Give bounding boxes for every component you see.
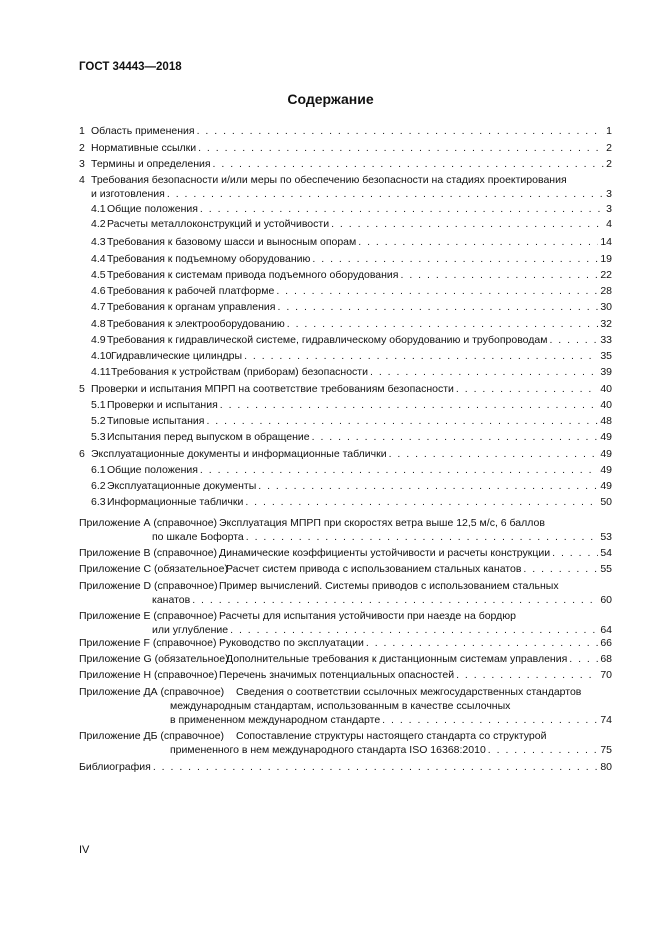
toc-entry-title: Перечень значимых потенциальных опасностей: [219, 669, 455, 681]
toc-entry-title: Требования к системам привода подъемного оборудования: [107, 269, 399, 281]
toc-page-number: 74: [600, 714, 612, 726]
toc-number-text: Приложение ДА (справочное): [79, 686, 225, 698]
toc-entry-number: [79, 448, 85, 461]
toc-page-number: 28: [600, 285, 612, 297]
toc-entry-title: Эксплуатация МПРП при скоростях ветра выше 12,5 м/с, 6 баллов: [219, 517, 545, 529]
toc-entry-title: по шкале Бофорта: [152, 531, 244, 543]
toc-number-text: 5.1: [91, 399, 106, 411]
toc-entry-number: [91, 480, 106, 493]
toc-entry-title: Руководство по эксплуатации: [219, 637, 364, 649]
toc-entry-link[interactable]: [107, 415, 612, 428]
toc-entry-link[interactable]: [107, 236, 612, 249]
toc-entry-number: [91, 253, 106, 266]
toc-entry-title: Требования к рабочей платформе: [107, 285, 275, 297]
toc-entry-title: Дополнительные требования к дистанционным системам управления: [226, 653, 568, 665]
toc-page-number: 3: [606, 203, 612, 215]
toc-number-text: Приложение G (обязательное): [79, 653, 229, 665]
toc-number-text: 4.11: [91, 366, 111, 378]
toc-page-number: 55: [600, 563, 612, 575]
toc-entry-number: [79, 547, 217, 560]
toc-entry-title: Расчеты металлоконструкций и устойчивости: [107, 218, 330, 230]
dot-leader: [358, 236, 598, 249]
dot-leader: [200, 203, 604, 216]
toc-entry-title: Сведения о соответствии ссылочных межгосударственных стандартов: [236, 686, 582, 698]
toc-entry-link[interactable]: [107, 301, 612, 314]
toc-page-number: 4: [606, 218, 612, 230]
toc-entry-number: [79, 125, 85, 138]
toc-entry-link[interactable]: [91, 383, 612, 396]
toc-entry-number: [79, 653, 229, 666]
dot-leader: [192, 594, 598, 607]
toc-page-number: 39: [600, 366, 612, 378]
toc-number-text: 4.4: [91, 253, 106, 265]
toc-number-text: Приложение F (справочное): [79, 637, 217, 649]
toc-entry-number: [79, 517, 217, 530]
toc-entry-title: Требования к устройствам (приборам) безопасности: [111, 366, 368, 378]
dot-leader: [382, 714, 598, 727]
toc-number-text: 5.2: [91, 415, 106, 427]
dot-leader: [401, 269, 599, 282]
toc-entry-number: [91, 318, 106, 331]
toc-entry-title: Требования к базовому шасси и выносным опорам: [107, 236, 357, 248]
toc-number-text: 4.7: [91, 301, 106, 313]
toc-entry-title: Испытания перед выпуском в обращение: [107, 431, 310, 443]
toc-entry-link[interactable]: [152, 531, 612, 544]
toc-entry-title: Расчеты для испытания устойчивости при наезде на бордюр: [219, 610, 516, 622]
toc-page-number: 49: [600, 448, 612, 460]
toc-number-text: 4.6: [91, 285, 106, 297]
toc-page-number: 54: [600, 547, 612, 559]
toc-entry-number: [91, 496, 106, 509]
toc-entry-line: [236, 730, 546, 743]
toc-page-number: 80: [600, 761, 612, 773]
toc-entry-number: [91, 431, 106, 444]
toc-entry-number: [91, 203, 106, 216]
toc-entry-title: Термины и определения: [91, 158, 211, 170]
dot-leader: [258, 480, 598, 493]
toc-number-text: 4.2: [91, 218, 106, 230]
toc-entry-number: [79, 686, 224, 699]
dot-leader: [198, 142, 604, 155]
toc-entry-number: [79, 637, 216, 650]
dot-leader: [312, 253, 598, 266]
toc-entry-link[interactable]: [111, 350, 612, 363]
toc-entry-title: Эксплуатационные документы: [107, 480, 257, 492]
toc-page-number: 50: [600, 496, 612, 508]
toc-entry-link[interactable]: [107, 269, 612, 282]
toc-page-number: 2: [606, 158, 612, 170]
toc-entry-title: Общие положения: [107, 203, 198, 215]
dot-leader: [213, 158, 605, 171]
toc-entry-link[interactable]: [107, 480, 612, 493]
toc-number-text: 6.1: [91, 464, 106, 476]
toc-entry-number: [91, 301, 106, 314]
toc-number-text: 4.8: [91, 318, 106, 330]
toc-entry-number: [79, 383, 85, 396]
dot-leader: [167, 188, 604, 201]
toc-entry-number: [91, 236, 106, 249]
toc-entry-number: [91, 334, 106, 347]
toc-entry-line: [219, 580, 559, 593]
toc-entry-title: Общие положения: [107, 464, 198, 476]
toc-number-text: 4: [79, 174, 85, 186]
toc-entry-title: Требования к электрооборудованию: [107, 318, 285, 330]
dot-leader: [220, 399, 599, 412]
dot-leader: [389, 448, 599, 461]
toc-number-text: 4.1: [91, 203, 106, 215]
toc-page-number: 48: [600, 415, 612, 427]
toc-entry-link[interactable]: [107, 431, 612, 444]
toc-entry-title: канатов: [152, 594, 191, 606]
toc-entry-number: [91, 464, 106, 477]
toc-page-number: 60: [600, 594, 612, 606]
dot-leader: [366, 637, 598, 650]
toc-entry-title: Требования к органам управления: [107, 301, 276, 313]
toc-page-number: 40: [600, 383, 612, 395]
toc-entry-title: Требования безопасности и/или меры по обеспечению безопасности на стадиях проектирования: [91, 174, 567, 186]
toc-entry-link[interactable]: [170, 744, 612, 757]
toc-entry-link[interactable]: [226, 653, 612, 666]
toc-number-text: 1: [79, 125, 85, 137]
dot-leader: [197, 125, 605, 138]
toc-entry-link[interactable]: [107, 253, 612, 266]
dot-leader: [456, 669, 598, 682]
toc-entry-line: [91, 174, 567, 187]
toc-title: Содержание: [287, 91, 374, 107]
toc-entry-link[interactable]: [226, 563, 612, 576]
toc-number-text: 3: [79, 158, 85, 170]
toc-entry-number: [79, 610, 217, 623]
toc-entry-number: [79, 730, 224, 743]
dot-leader: [244, 350, 598, 363]
dot-leader: [245, 496, 598, 509]
toc-number-text: 4.5: [91, 269, 106, 281]
dot-leader: [552, 547, 598, 560]
toc-entry-title: или углубление: [152, 624, 229, 636]
dot-leader: [312, 431, 599, 444]
toc-page-number: 49: [600, 464, 612, 476]
toc-entry-link[interactable]: [152, 624, 612, 637]
toc-page-number: 19: [600, 253, 612, 265]
toc-number-text: Приложение А (справочное): [79, 517, 218, 529]
dot-leader: [153, 761, 598, 774]
toc-page-number: 40: [600, 399, 612, 411]
toc-entry-number: [79, 669, 218, 682]
toc-entry-number: [79, 142, 85, 155]
toc-entry-line: [219, 517, 545, 530]
toc-number-text: Приложение E (справочное): [79, 610, 218, 622]
toc-number-text: Приложение H (справочное): [79, 669, 218, 681]
toc-number-text: Приложение B (справочное): [79, 547, 218, 559]
toc-entry-link[interactable]: [219, 637, 612, 650]
dot-leader: [488, 744, 599, 757]
toc-entry-title: Сопоставление структуры настоящего стандарта со структурой: [236, 730, 547, 742]
toc-entry-title: Область применения: [91, 125, 195, 137]
toc-entry-link[interactable]: [107, 464, 612, 477]
dot-leader: [276, 285, 598, 298]
toc-entry-title: Требования к подъемному оборудованию: [107, 253, 311, 265]
toc-entry-number: [91, 218, 106, 231]
toc-entry-link[interactable]: [170, 714, 612, 727]
toc-number-text: 5: [79, 383, 85, 395]
toc-entry-link[interactable]: [91, 142, 612, 155]
toc-number-text: Приложение C (обязательное): [79, 563, 228, 575]
document-code: ГОСТ 34443—2018: [79, 61, 182, 73]
toc-entry-number: [91, 350, 111, 363]
dot-leader: [569, 653, 598, 666]
toc-page-number: 66: [600, 637, 612, 649]
toc-entry-line: [219, 610, 516, 623]
toc-entry-link[interactable]: [91, 125, 612, 138]
toc-entry-link[interactable]: [91, 188, 612, 201]
toc-entry-title: Динамические коэффициенты устойчивости и расчеты конструкции: [219, 547, 551, 559]
toc-entry-link[interactable]: [107, 285, 612, 298]
toc-page-number: 33: [600, 334, 612, 346]
toc-entry-link[interactable]: [219, 547, 612, 560]
toc-entry-link[interactable]: [107, 399, 612, 412]
toc-page-number: 22: [600, 269, 612, 281]
toc-page-number: 3: [606, 188, 612, 200]
dot-leader: [331, 218, 604, 231]
toc-page-number: 2: [606, 142, 612, 154]
toc-entry-link[interactable]: [107, 318, 612, 331]
toc-entry-link[interactable]: [107, 218, 612, 231]
toc-entry-title: Проверки и испытания: [107, 399, 218, 411]
toc-page-number: 1: [606, 125, 612, 137]
toc-entry-title: Нормативные ссылки: [91, 142, 197, 154]
dot-leader: [206, 415, 598, 428]
toc-page-number: 64: [600, 624, 612, 636]
toc-number-text: 6: [79, 448, 85, 460]
toc-entry-title: международным стандартам, использованным в качестве ссылочных: [170, 700, 511, 712]
toc-page-number: 53: [600, 531, 612, 543]
toc-number-text: 4.9: [91, 334, 106, 346]
toc-entry-link[interactable]: [79, 761, 612, 774]
toc-entry-link[interactable]: [111, 366, 612, 379]
toc-entry-number: [79, 580, 218, 593]
toc-entry-title: Расчет систем привода с использованием стальных канатов: [226, 563, 522, 575]
toc-entry-number: [79, 174, 85, 187]
toc-entry-title: Пример вычислений. Системы приводов с использованием стальных: [219, 580, 559, 592]
toc-entry-link[interactable]: [107, 496, 612, 509]
dot-leader: [246, 531, 599, 544]
toc-number-text: 5.3: [91, 431, 106, 443]
toc-entry-number: [91, 285, 106, 298]
toc-entry-title: Эксплуатационные документы и информационные таблички: [91, 448, 387, 460]
dot-leader: [523, 563, 598, 576]
toc-entry-title: примененного в нем международного стандарта ISO 16368:2010: [170, 744, 486, 756]
toc-entry-title: Требования к гидравлической системе, гидравлическому оборудованию и трубопроводам: [107, 334, 548, 346]
page-number: IV: [79, 844, 90, 856]
toc-number-text: 4.3: [91, 236, 106, 248]
toc-page-number: 35: [600, 350, 612, 362]
toc-number-text: 6.2: [91, 480, 106, 492]
dot-leader: [456, 383, 598, 396]
toc-entry-title: Проверки и испытания МПРП на соответствие требованиям безопасности: [91, 383, 454, 395]
toc-page-number: 70: [600, 669, 612, 681]
toc-entry-title: в примененном международном стандарте: [170, 714, 381, 726]
dot-leader: [287, 318, 599, 331]
toc-entry-number: [91, 366, 111, 379]
toc-page-number: 75: [600, 744, 612, 756]
toc-number-text: Приложение ДБ (справочное): [79, 730, 225, 742]
toc-entry-title: Информационные таблички: [107, 496, 244, 508]
toc-entry-title: Библиография: [79, 761, 151, 773]
toc-page-number: 14: [600, 236, 612, 248]
toc-entry-number: [79, 158, 85, 171]
dot-leader: [370, 366, 598, 379]
toc-entry-number: [91, 269, 106, 282]
toc-entry-link[interactable]: [107, 203, 612, 216]
toc-entry-number: [91, 399, 106, 412]
toc-entry-link[interactable]: [91, 448, 612, 461]
toc-entry-link[interactable]: [91, 158, 612, 171]
toc-page-number: 32: [600, 318, 612, 330]
dot-leader: [277, 301, 598, 314]
toc-page-number: 49: [600, 431, 612, 443]
toc-page-number: 30: [600, 301, 612, 313]
toc-entry-link[interactable]: [107, 334, 612, 347]
toc-number-text: 6.3: [91, 496, 106, 508]
toc-number-text: Приложение D (справочное): [79, 580, 218, 592]
toc-number-text: 4.10: [91, 350, 112, 362]
toc-number-text: 2: [79, 142, 85, 154]
toc-entry-link[interactable]: [219, 669, 612, 682]
dot-leader: [200, 464, 598, 477]
toc-entry-title: Гидравлические цилиндры: [111, 350, 243, 362]
toc-entry-title: Типовые испытания: [107, 415, 205, 427]
toc-entry-number: [79, 563, 228, 576]
dot-leader: [549, 334, 598, 347]
toc-entry-line: [170, 700, 510, 713]
dot-leader: [230, 624, 598, 637]
toc-entry-title: и изготовления: [91, 188, 165, 200]
toc-entry-link[interactable]: [152, 594, 612, 607]
toc-entry-number: [91, 415, 106, 428]
toc-entry-line: [236, 686, 581, 699]
toc-page-number: 68: [600, 653, 612, 665]
toc-page-number: 49: [600, 480, 612, 492]
